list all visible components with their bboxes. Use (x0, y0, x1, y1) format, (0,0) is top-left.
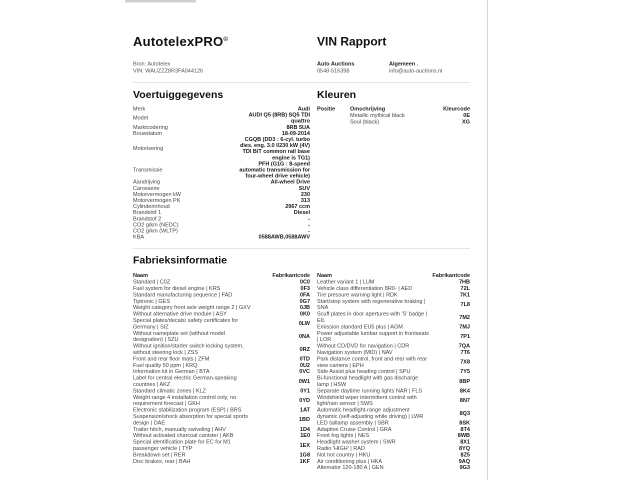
factory-row-code: 7X8 (460, 359, 470, 366)
brand-title (133, 34, 310, 50)
vehicle-row-label: Transmissie (133, 167, 163, 174)
factory-row-code: 8Z5 (460, 451, 470, 458)
factory-row-name: Start/stop system with regenerative braking | SNA (317, 298, 426, 311)
factory-row-code: 8YQ (458, 445, 470, 452)
factory-row-code: 0C0 (299, 279, 310, 286)
colors-table-body (317, 112, 470, 125)
factory-row-name: Without CD/DVD for navigation | CDR (317, 343, 410, 350)
factory-row-name: Emission standard EU5 plus | AGM (317, 323, 403, 330)
factory-row-name: Adaptive Cruise Control | GRA (317, 426, 392, 433)
factory-row-code: 1G8 (299, 451, 310, 458)
factory-row-code: 0JB (299, 304, 310, 311)
vehicle-row-label: Cylinderinhoud (133, 203, 170, 210)
vehicle-row-value: AUDI Q5 (8RB) SQ5 TDI quattro (248, 112, 310, 125)
factory-row (133, 343, 310, 356)
factory-row (133, 318, 310, 331)
vehicle-row-label: Bouwdatum (133, 130, 163, 137)
colors-table (317, 106, 470, 125)
factory-row-name: Special identification plate for EC for M1 passenger vehicle | TYP (133, 439, 231, 452)
factory-row-name: Breakdown set | RER (133, 451, 186, 458)
general-label: Algemeen . (389, 61, 419, 67)
factory-row-code: 9AQ (458, 458, 470, 465)
general-block (389, 61, 442, 75)
factory-row-code: 0FA (299, 291, 310, 298)
vehicle-row-value: - (308, 215, 310, 222)
vehicle-row-label: CO2 g/km (WLTP) (133, 228, 178, 235)
factory-row (133, 458, 310, 464)
factory-row-code: 1KF (299, 458, 310, 465)
factory-row-name: Park distance control, front and rear with rear view camera | EPH (317, 355, 428, 369)
factory-row-code: 7P1 (460, 333, 470, 340)
page-edge-line (487, 0, 488, 480)
report-content (133, 0, 470, 471)
colors-col-omschrijving: Omschrijving (350, 106, 386, 112)
vehicle-row-value: 2967 ccm (285, 203, 310, 210)
vehicle-row-label: Model (133, 115, 148, 122)
factory-right-body (317, 279, 470, 471)
factory-row-name: LED taillamp assembly | SBR (317, 419, 389, 426)
vehicle-row-label: Motorvermogen PK (133, 197, 181, 204)
vehicle-row-value: - (308, 221, 310, 228)
factory-row-name: Power adjustable lumbar support in frontseats | LOR (317, 330, 429, 343)
factory-row-code: 7Y5 (460, 368, 470, 375)
factory-col-naam: Naam (317, 272, 332, 279)
factory-table-right (317, 273, 470, 471)
factory-row-name: Windshield wiper intermittent control with light/rain sensor | SWS (317, 394, 417, 407)
color-row-kleurcode: 0E (463, 112, 470, 119)
vehicle-row-label: CO2 g/km (NEDC) (133, 221, 179, 228)
factory-row (133, 330, 310, 343)
vehicle-row-value: CGQB (DD3 : 6-cyl. turbo dies. eng. 3.0 l/230 kW (4V) TDI BiT common rail base engine is TG1) (240, 136, 310, 161)
factory-row-code: 9G3 (459, 464, 470, 471)
factory-row-name: Suspension/shock absorption for special sports design | DAE (133, 413, 248, 426)
factory-row-code: 7T6 (460, 349, 470, 356)
factory-col-naam: Naam (133, 272, 148, 279)
vehicle-row-label: KBA (133, 234, 145, 241)
factory-left-body (133, 279, 310, 465)
factory-section (133, 255, 470, 471)
vehicle-row-value: SUV (298, 185, 310, 192)
color-row-kleurcode: XG (462, 118, 470, 125)
factory-row-code: 7M2 (459, 314, 470, 321)
factory-row (317, 465, 470, 471)
factory-row-name: Headlight washer system | SWR (317, 439, 396, 446)
colors-col-positie: Positie (317, 106, 336, 112)
company-name: Auto Auctions (317, 61, 355, 67)
factory-row-name: Weight range 4 installation control only, no requirement forecast | GKH (133, 394, 237, 407)
factory-row-name: Without nameplate set (without model designation) | SZU (133, 330, 226, 343)
factory-row (317, 298, 470, 311)
vehicle-row-value: Audi (297, 106, 310, 112)
vehicle-row-value: Diesel (293, 209, 310, 216)
vehicle-row-label: Motorvermogen kW (133, 191, 181, 198)
factory-row-name: Automatic headlight-range adjustment dynamic (self-adjusting while driving) | LWR (317, 407, 424, 420)
factory-row-code: 0W1 (298, 378, 310, 385)
factory-row-code: 7K1 (459, 291, 470, 298)
factory-row-code: 8X1 (460, 439, 470, 446)
vehicle-section (133, 83, 310, 240)
factory-row-name: Weight category front axle weight range 2 | GXV (133, 304, 251, 311)
company-block (317, 61, 389, 75)
factory-row-code: 7QA (458, 343, 470, 350)
vehicle-row-value: 18-09-2014 (281, 130, 310, 137)
factory-row (317, 330, 470, 343)
factory-row-name: Information kit in German | BTA (133, 368, 210, 375)
factory-row-code: 0TD (299, 355, 310, 362)
vehicle-row-value: PFH (G1G : 8-speed automatic transmission for four-wheel drive vehicle) (239, 160, 310, 180)
general-email: info@auto-auctions.nl (389, 68, 443, 74)
factory-row-name: Side Assist plus heading control | SPU (317, 368, 411, 375)
factory-row-code: 1BD (298, 416, 310, 423)
factory-row (317, 394, 470, 407)
factory-table-left (133, 273, 310, 471)
factory-row-code: 8N7 (459, 397, 470, 404)
factory-row-code: 0YD (299, 397, 310, 404)
factory-row (133, 439, 310, 452)
factory-row-code: 0VC (299, 368, 310, 375)
factory-row-code: 0F3 (300, 285, 310, 292)
factory-row-name: Without ignition/starter switch locking system, without steering lock | ZSS (133, 343, 244, 356)
factory-row-code: 1E0 (300, 432, 310, 439)
factory-row-code: 7HB (458, 279, 470, 286)
vehicle-row-value: 313 (300, 197, 310, 204)
vehicle-row (133, 161, 310, 179)
factory-section-title: Fabrieksinformatie (133, 254, 227, 267)
factory-row (317, 356, 470, 369)
factory-row-code: 0K0 (299, 311, 310, 318)
factory-row-name: Not hot country | HKU (317, 451, 371, 458)
vehicle-row-label: Brandstof 2 (133, 215, 162, 222)
vin-value: VIN: WAUZZZ8R3FA044126 (133, 68, 204, 74)
factory-row-name: Bi-functional headlight with gas discharge lamp | HSW (317, 375, 419, 388)
factory-row (317, 311, 470, 324)
vehicle-row-label: Motorisering (133, 145, 164, 152)
vehicle-row-label: Aandrijving (133, 179, 161, 186)
factory-row-name: Front and rear floor mats | ZFM (133, 355, 210, 362)
factory-row-code: 0G7 (299, 298, 310, 305)
vehicle-table (133, 106, 310, 240)
color-row-positie (317, 119, 350, 125)
factory-row-code: 8BP (459, 378, 470, 385)
factory-row-code: 1EX (299, 442, 310, 449)
vehicle-row-label: Brandstof 1 (133, 209, 162, 216)
factory-row-name: Fuel system for diesel engine | KRS (133, 285, 221, 292)
color-row-omschrijving: Metallic mythical black (350, 112, 405, 119)
vehicle-row-value: 0588AWB,0588AWV (258, 234, 310, 241)
factory-row-code: 8Q3 (459, 410, 470, 417)
factory-row-code: 8T4 (460, 426, 470, 433)
factory-row-code: 7MJ (459, 323, 470, 330)
vehicle-row (133, 234, 310, 240)
factory-row-name: Without activated charcoal canister | AKB (133, 432, 234, 439)
factory-row-code: 8WB (457, 432, 470, 439)
factory-row-code: 72L (460, 285, 470, 292)
colors-section (317, 83, 470, 240)
factory-row-name: Scuff plates in door apertures with 'S' badge | EIL (317, 311, 428, 324)
factory-row-name: Trailer hitch, manually swiveling | AHV (133, 426, 226, 433)
factory-row-name: Standard | C0Z (133, 279, 171, 286)
vehicle-and-colors-section (133, 83, 470, 240)
vehicle-row-label: Marktcodering (133, 124, 168, 131)
factory-row-name: Disc brakes, rear | BAH (133, 458, 191, 465)
factory-row-name: Tiptronic | GES (133, 298, 170, 305)
factory-row-code: 8SK (459, 419, 470, 426)
factory-row (317, 407, 470, 420)
color-row-omschrijving: Soul (black) (350, 118, 380, 125)
factory-row-name: Fuel quality 50 ppm | KRQ (133, 362, 198, 369)
factory-row-name: Without alternative drive module | ASY (133, 311, 227, 318)
vehicle-row (133, 112, 310, 124)
factory-col-code: Fabrikantcode (432, 272, 470, 279)
vehicle-row-label: Merk (133, 106, 146, 112)
brand-name: AutotelexPRO (133, 34, 224, 49)
vehicle-row-value: All-wheel Drive (270, 179, 310, 186)
factory-row-code: 0RZ (299, 346, 310, 353)
color-row (317, 119, 470, 125)
factory-row-name: Front fog lights | NES (317, 432, 370, 439)
factory-row (133, 394, 310, 407)
factory-row-name: Air conditioning plus | HKA (317, 458, 383, 465)
vehicle-section-title: Voertuiggegevens (133, 89, 224, 101)
factory-row-code: 1D4 (299, 426, 310, 433)
factory-row-name: Tire pressure warning light | RDK (317, 291, 398, 298)
factory-row-code: 0NA (298, 333, 310, 340)
factory-row-code: 7L8 (460, 301, 470, 308)
factory-row-name: Label for central electric German-speaking countries | AKZ (133, 375, 237, 388)
factory-row-name: Special plates/decals/ safety certificates for Germany | SIZ (133, 317, 239, 330)
factory-row-name: Alternator 120-180 A | GEN (317, 464, 384, 471)
factory-row-code: 0U2 (299, 362, 310, 369)
copyright-mark: © (223, 35, 229, 43)
factory-row-code: 0Y1 (300, 387, 310, 394)
factory-row-code: 0LW (298, 320, 310, 327)
factory-row-name: Leather variant 1 | LUM (317, 279, 375, 286)
factory-row-name: Separate daytime running lights NAR | FLS (317, 387, 423, 394)
factory-row (133, 414, 310, 427)
factory-row-code: 1AT (300, 407, 310, 414)
vehicle-row-label: Carosserie (133, 185, 160, 192)
factory-row-name: Standard climatic zones | KLZ (133, 387, 206, 394)
vehicle-row-value: 8RB 5UA (286, 124, 310, 131)
vehicle-row-value: - (308, 228, 310, 235)
vehicle-row (133, 137, 310, 161)
colors-section-title: Kleuren (317, 89, 357, 101)
factory-row-code: 8K4 (459, 387, 470, 394)
header-meta (133, 61, 470, 75)
report-header (133, 34, 470, 50)
factory-row-name: Standard manufacturing sequence | FAD (133, 291, 233, 298)
factory-col-code: Fabrikantcode (272, 272, 310, 279)
factory-row-name: Electronic stabilization program (ESP) | BRS (133, 407, 242, 414)
factory-row (317, 375, 470, 388)
factory-row-name: Radio 'HIGH' | RAD (317, 445, 365, 452)
factory-row-name: Vehicle class differentiation 8R0- | AED (317, 285, 413, 292)
report-title: VIN Rapport (317, 35, 387, 49)
colors-col-kleurcode: Kleurcode (443, 106, 470, 112)
vehicle-row-value: 230 (300, 191, 310, 198)
source-block (133, 61, 310, 75)
source-label: Bron: Autotelex (133, 61, 171, 67)
factory-row (133, 375, 310, 388)
factory-row-name: Navigation system (MID) | NAV (317, 349, 393, 356)
company-phone: 0548-516398 (317, 68, 350, 74)
section-divider (133, 248, 470, 249)
